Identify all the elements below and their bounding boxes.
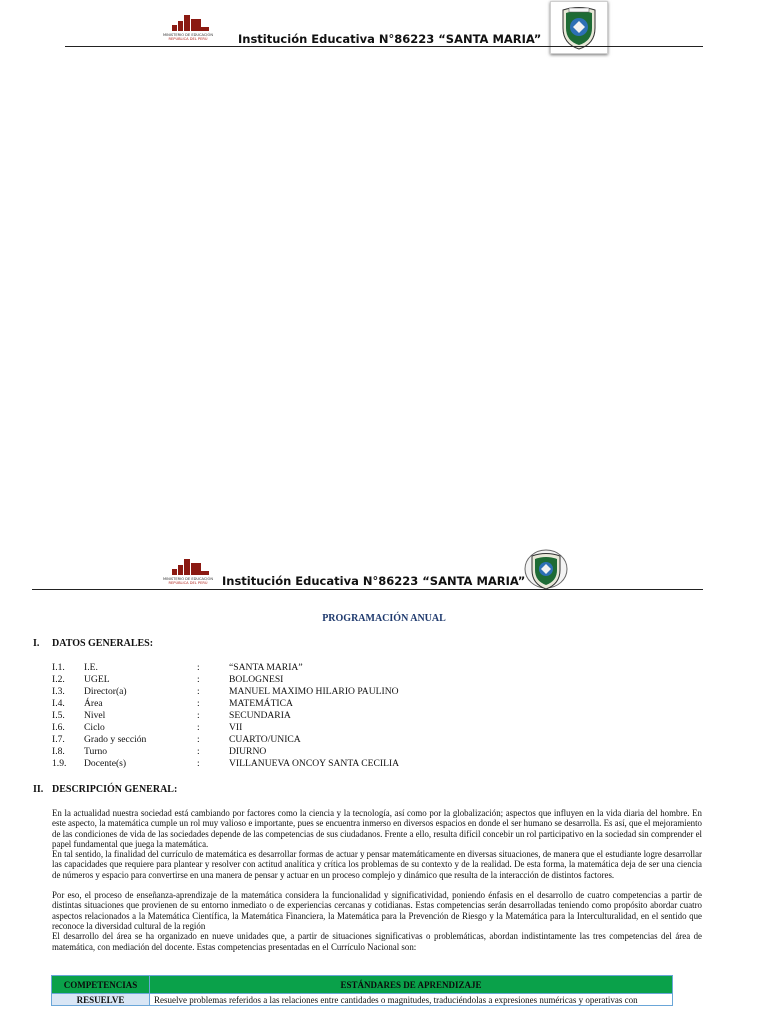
section-number: I.: [33, 638, 40, 649]
row-value: VILLANUEVA ONCOY SANTA CECILIA: [229, 758, 400, 769]
description-text: [52, 808, 702, 952]
row-label: Turno: [84, 746, 108, 757]
ministry-name: MINISTERIO DE EDUCACIÓN: [162, 33, 214, 37]
row-code: I.8.: [52, 746, 65, 757]
row-value: CUARTO/UNICA: [229, 734, 301, 745]
ministry-country: REPÚBLICA DEL PERÚ: [168, 37, 208, 42]
header-rule: [65, 46, 703, 47]
row-separator: :: [197, 710, 200, 721]
row-code: I.7.: [52, 734, 65, 745]
row-separator: :: [197, 722, 200, 733]
header-standards: ESTÁNDARES DE APRENDIZAJE: [150, 976, 673, 994]
section-heading-description: [33, 784, 177, 795]
paragraph: Por eso, el proceso de enseñanza-aprendizaje de la matemática considera la funcionalidad y significatividad, poniendo énfasis en el desarrollo de cuatro competencias a partir de distintas situaciones que provienen de su entorno inmediato o de experiencias cercanas y cotidianas. Estas competencias serán desarrolladas teniendo como propósito abordar cuatro aspectos relacionados a la Matemática Científica, la Matemática Financiera, la Matemática para la Prevención de Riesgo y la Matemática para la Interculturalidad, en el sentido que reconoce la diversidad cultural de la región: [52, 890, 702, 931]
row-value: VII: [229, 722, 243, 733]
row-separator: :: [197, 734, 200, 745]
row-value: SECUNDARIA: [229, 710, 291, 721]
section-heading-general-data: [33, 638, 153, 649]
row-label: Grado y sección: [84, 734, 147, 745]
ministry-logo-icon: [160, 559, 214, 587]
row-code: I.2.: [52, 674, 65, 685]
row-label: I.E.: [84, 662, 98, 673]
row-label: Nivel: [84, 710, 106, 721]
competency-cell: RESUELVE: [52, 994, 150, 1006]
row-label: Docente(s): [84, 758, 127, 769]
page-header-top: [0, 0, 768, 56]
institution-title: Institución Educativa N°86223 “SANTA MARIA”: [222, 574, 526, 588]
row-separator: :: [197, 698, 200, 709]
table-row: [52, 994, 673, 1006]
school-crest-icon: [522, 548, 570, 592]
paragraph: El desarrollo del área se ha organizado en nueve unidades que, a partir de situaciones significativas o problemáticas, abordan indistintamente las tres competencias del área de matemática, con mediación del docente. Estas competencias presentadas en el Currículo Nacional son:: [52, 931, 702, 952]
row-label: Director(a): [84, 686, 127, 697]
row-separator: :: [197, 746, 200, 757]
row-label: Ciclo: [84, 722, 105, 733]
page-header-second: [0, 546, 768, 592]
row-separator: :: [197, 758, 200, 769]
section-title: DESCRIPCIÓN GENERAL:: [52, 784, 178, 795]
institution-title: Institución Educativa N°86223 “SANTA MARIA”: [238, 32, 542, 46]
row-code: I.4.: [52, 698, 65, 709]
row-label: UGEL: [84, 674, 110, 685]
row-value: DIURNO: [229, 746, 267, 757]
row-code: I.5.: [52, 710, 65, 721]
row-code: 1.9.: [52, 758, 67, 769]
ministry-country: REPÚBLICA DEL PERÚ: [168, 581, 208, 586]
section-title: DATOS GENERALES:: [52, 638, 154, 649]
row-separator: :: [197, 686, 200, 697]
row-value: “SANTA MARIA”: [229, 662, 303, 673]
row-separator: :: [197, 662, 200, 673]
row-code: I.6.: [52, 722, 65, 733]
header-rule: [32, 589, 703, 590]
row-label: Área: [84, 698, 103, 709]
row-value: BOLOGNESI: [229, 674, 284, 685]
ministry-logo-icon: [160, 15, 214, 43]
standard-cell: Resuelve problemas referidos a las relaciones entre cantidades o magnitudes, traduciéndolas a expresiones numéricas y operativas con: [150, 994, 673, 1006]
row-separator: :: [197, 674, 200, 685]
row-value: MANUEL MAXIMO HILARIO PAULINO: [229, 686, 399, 697]
table-header-row: [52, 976, 673, 994]
row-value: MATEMÁTICA: [229, 698, 293, 709]
standards-table: [51, 975, 673, 1006]
paragraph: En tal sentido, la finalidad del currículo de matemática es desarrollar formas de actuar y pensar matemáticamente en diversas situaciones, de manera que el estudiante logre desarrollar las capacidades que requiere para plantear y resolver con actitud analítica y crítica los problemas de su contexto y de la realidad. De esta forma, la matemática deja de ser una ciencia de números y espacio para convertirse en una manera de pensar y actuar en un proceso complejo y dinámico que resulta de la interacción de distintos factores.: [52, 849, 702, 880]
row-code: I.3.: [52, 686, 65, 697]
header-competencies: COMPETENCIAS: [52, 976, 150, 994]
document-title: PROGRAMACIÓN ANUAL: [322, 613, 446, 624]
ministry-name: MINISTERIO DE EDUCACIÓN: [162, 577, 214, 581]
paragraph: En la actualidad nuestra sociedad está cambiando por factores como la ciencia y la tecnología, así como por la globalización; aspectos que influyen en la vida diaria del hombre. En este aspecto, la matemática cumple un rol muy valioso e importante, pues se encuentra inmerso en diversos espacios en donde el ser humano se desarrolla. Es así, que el mejoramiento de las condiciones de vida de las sociedades depende de las competencias de sus ciudadanos. Frente a ello, resulta difícil concebir un rol participativo en la sociedad sin comprender el papel fundamental que juega la matemática.: [52, 808, 702, 849]
section-number: II.: [33, 784, 44, 795]
row-code: I.1.: [52, 662, 65, 673]
